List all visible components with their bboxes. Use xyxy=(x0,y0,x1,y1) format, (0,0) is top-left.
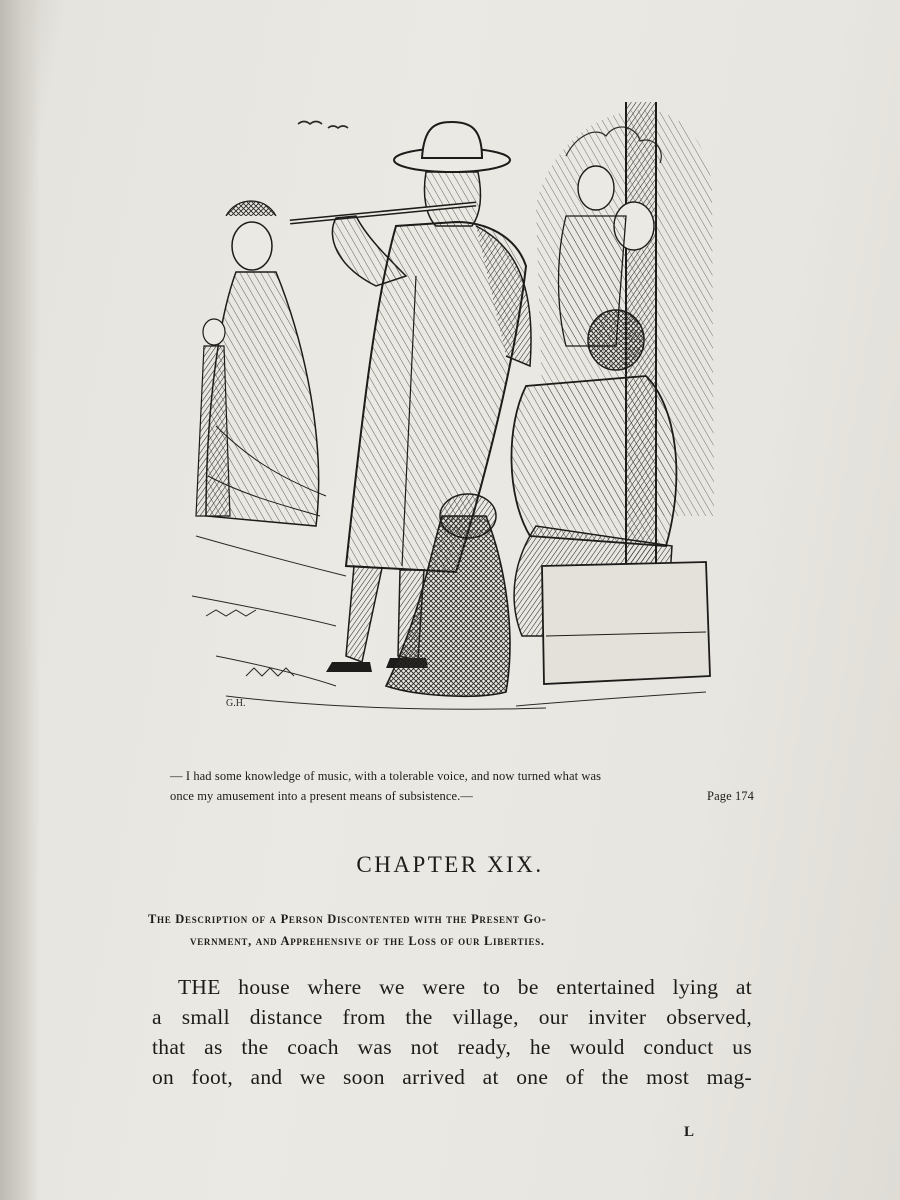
body-line: that as the coach was not ready, he would conduct us xyxy=(152,1035,752,1059)
chapter-subtitle-line-1: The Description of a Person Discontented with the Present Go- xyxy=(148,912,547,926)
chapter-subtitle xyxy=(148,908,758,952)
chapter-subtitle-line-2: vernment, and Apprehensive of the Loss of our Liberties. xyxy=(190,934,545,948)
dancing-woman-figure xyxy=(196,201,326,526)
caption-page-reference: Page 174 xyxy=(707,789,754,803)
chapter-title: CHAPTER XIX. xyxy=(356,852,544,877)
illustration-caption xyxy=(170,766,754,806)
engraving-illustration xyxy=(186,96,718,724)
caption-line-1: — I had some knowledge of music, with a tolerable voice, and now turned what was xyxy=(170,769,602,783)
artist-signature: G.H. xyxy=(226,698,246,709)
caption-line-2: once my amusement into a present means of subsistence.— xyxy=(170,789,473,803)
body-text xyxy=(152,972,752,1092)
body-line: on foot, and we soon arrived at one of the most mag- xyxy=(152,1065,752,1089)
body-line: a small distance from the village, our inviter observed, xyxy=(152,1005,752,1029)
birds xyxy=(298,122,348,129)
body-line: THE house where we were to be entertained lying at xyxy=(178,975,752,999)
printer-signature-mark: L xyxy=(684,1124,695,1140)
page-gutter xyxy=(0,0,40,1200)
